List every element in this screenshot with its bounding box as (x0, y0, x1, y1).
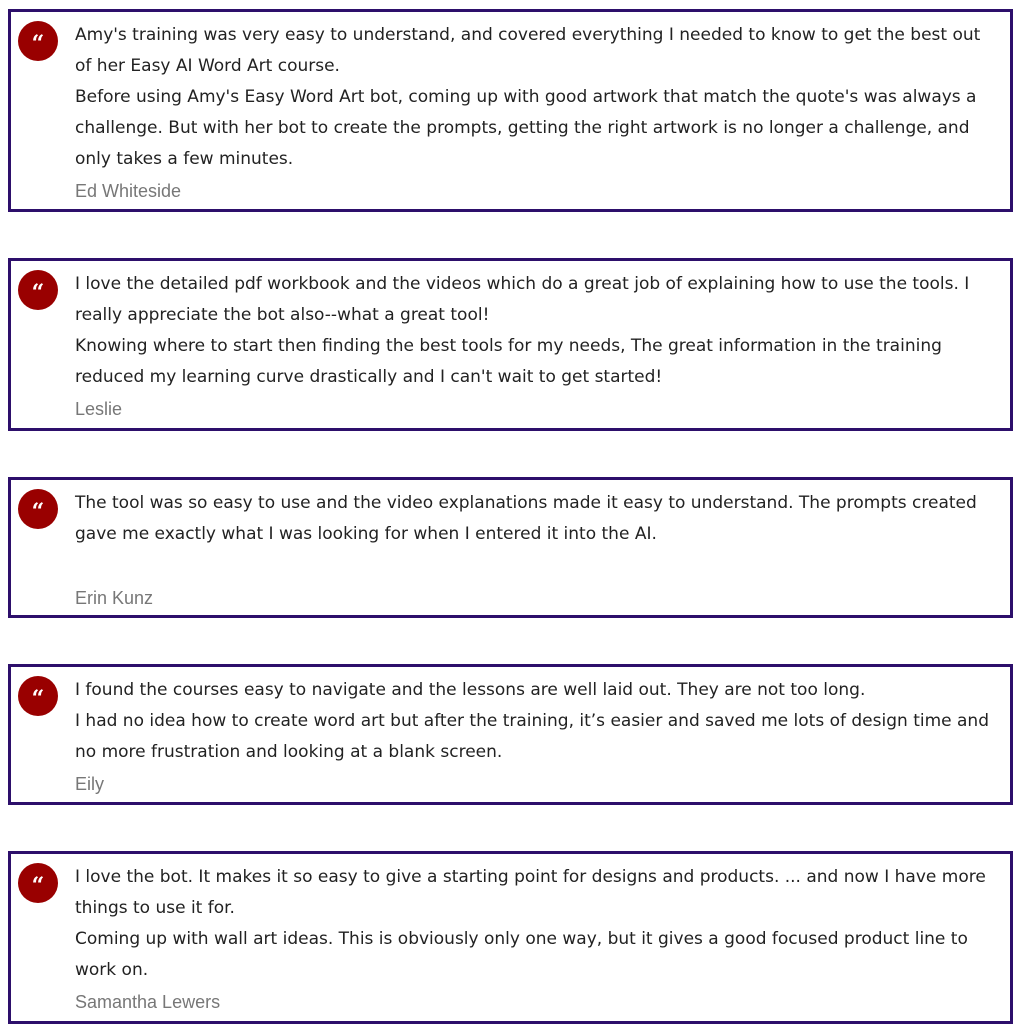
testimonial-quote (75, 675, 990, 768)
quote-icon: “ (18, 676, 58, 716)
testimonial-card (8, 851, 1013, 1024)
quote-paragraph: The tool was so easy to use and the video explanations made it easy to understand. The prompts created gave me exactly what I was looking for when I entered it into the AI. (75, 493, 977, 544)
quote-paragraph: Before using Amy's Easy Word Art bot, coming up with good artwork that match the quote's was always a challenge. But with her bot to create the prompts, getting the right artwork is no longer a challenge, and only takes a few minutes. (75, 87, 977, 169)
quote-icon: “ (18, 863, 58, 903)
testimonial-quote (75, 269, 990, 393)
quote-paragraph: I love the detailed pdf workbook and the videos which do a great job of explaining how to use the tools. I really appreciate the bot also--what a great tool! (75, 274, 970, 325)
testimonial-author: Ed Whiteside (75, 181, 182, 201)
testimonial-quote (75, 488, 990, 550)
testimonial-card (8, 258, 1013, 431)
testimonial-author: Erin Kunz (75, 588, 154, 608)
testimonial-author: Samantha Lewers (75, 992, 221, 1012)
quote-paragraph: Amy's training was very easy to understand, and covered everything I needed to know to get the best out of her Easy AI Word Art course. (75, 25, 981, 76)
testimonial-card (8, 9, 1013, 212)
quote-paragraph: I love the bot. It makes it so easy to give a starting point for designs and products. ... and now I have more things to use it for. (75, 867, 986, 918)
testimonial-quote (75, 862, 990, 986)
testimonial-author: Eily (75, 774, 105, 794)
testimonial-author: Leslie (75, 399, 123, 419)
quote-icon: “ (18, 270, 58, 310)
testimonial-quote (75, 20, 990, 175)
testimonial-card (8, 477, 1013, 618)
quote-paragraph: Knowing where to start then finding the best tools for my needs, The great information in the training reduced my learning curve drastically and I can't wait to get started! (75, 336, 942, 387)
testimonial-card (8, 664, 1013, 805)
quote-paragraph: Coming up with wall art ideas. This is obviously only one way, but it gives a good focused product line to work on. (75, 929, 968, 980)
quote-icon: “ (18, 489, 58, 529)
quote-icon: “ (18, 21, 58, 61)
quote-paragraph: I had no idea how to create word art but after the training, it’s easier and saved me lots of design time and no more frustration and looking at a blank screen. (75, 711, 989, 762)
quote-paragraph: I found the courses easy to navigate and the lessons are well laid out. They are not too long. (75, 680, 866, 700)
